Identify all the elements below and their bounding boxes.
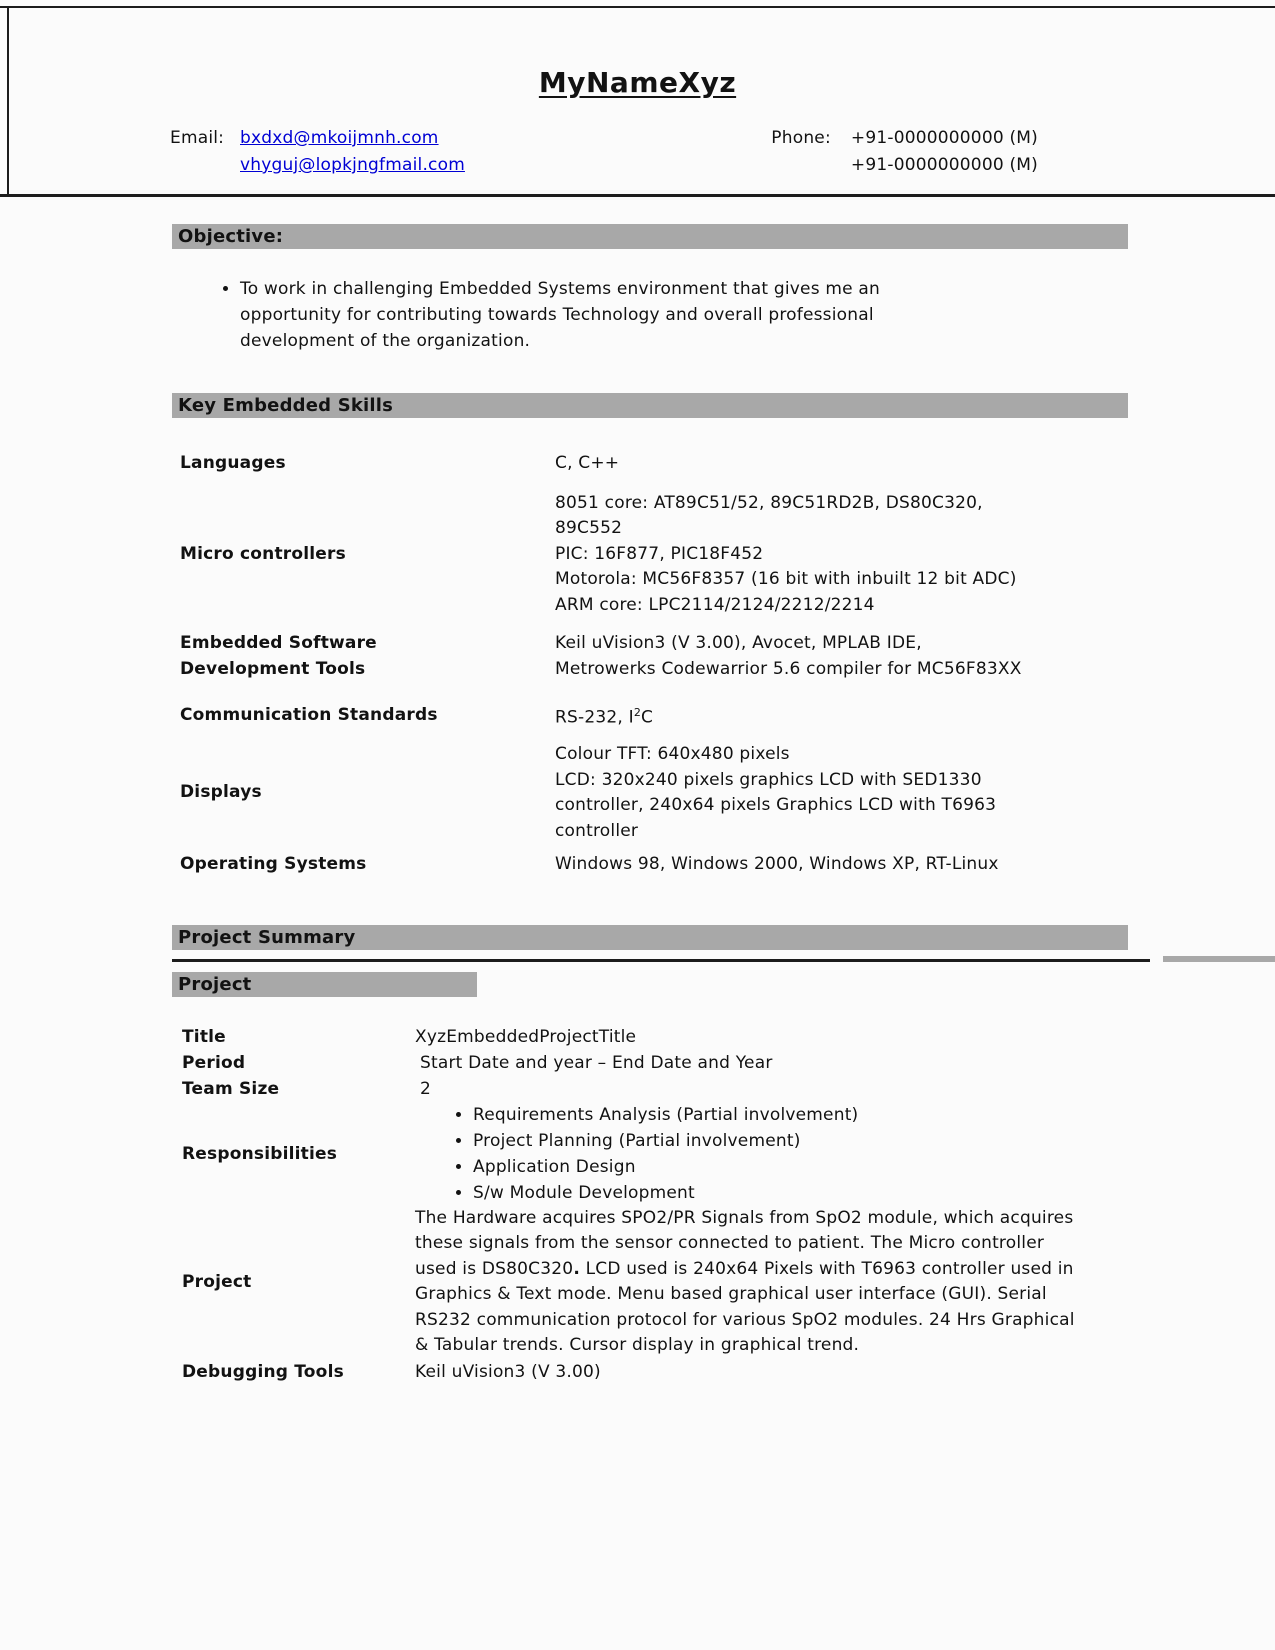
project-subheading: Project bbox=[172, 972, 477, 997]
responsibilities-list bbox=[415, 1102, 858, 1206]
phone-number-secondary: +91-0000000000 (M) bbox=[850, 155, 1038, 175]
project-row-team-size bbox=[182, 1076, 1275, 1102]
project-label-debugging-tools: Debugging Tools bbox=[182, 1361, 344, 1382]
page-title: MyNameXyz bbox=[538, 66, 737, 99]
skill-value-dev-tools bbox=[555, 631, 1022, 682]
skill-value-line: 8051 core: AT89C51/52, 89C51RD2B, DS80C320, bbox=[555, 492, 983, 513]
skill-row-microcontrollers bbox=[180, 491, 1275, 619]
skill-row-operating-systems bbox=[180, 852, 1275, 878]
skill-label-dev-tools bbox=[180, 631, 555, 682]
skill-value-languages: C, C++ bbox=[555, 453, 620, 473]
phone-label: Phone: bbox=[771, 128, 831, 148]
responsibility-item: • S/w Module Development bbox=[473, 1180, 858, 1206]
skill-value-line: controller bbox=[555, 820, 639, 841]
phone-block bbox=[771, 125, 1038, 179]
skill-value-comm-standards bbox=[555, 700, 653, 731]
comm-value-superscript: 2 bbox=[633, 706, 642, 719]
project-label-title: Title bbox=[182, 1026, 226, 1047]
project-row-debugging-tools bbox=[182, 1359, 1275, 1385]
skill-row-comm-standards bbox=[180, 700, 1275, 731]
project-value-team-size: 2 bbox=[420, 1078, 432, 1099]
skill-label-displays: Displays bbox=[180, 782, 262, 803]
project-row-responsibilities bbox=[182, 1102, 1275, 1206]
description-bold-dot: . bbox=[573, 1258, 580, 1279]
skill-label-line: Embedded Software bbox=[180, 633, 377, 653]
skill-value-line: Colour TFT: 640x480 pixels bbox=[555, 744, 790, 765]
phone-number-primary: +91-0000000000 (M) bbox=[850, 128, 1038, 148]
project-description bbox=[415, 1206, 1091, 1359]
skill-value-line: LCD: 320x240 pixels graphics LCD with SED1330 bbox=[555, 769, 982, 790]
project-label-team-size: Team Size bbox=[182, 1078, 280, 1099]
skill-value-line: controller, 240x64 pixels Graphics LCD with T6963 bbox=[555, 795, 997, 816]
skill-label-languages: Languages bbox=[180, 453, 286, 473]
email-link-secondary[interactable]: vhyguj@lopkjngfmail.com bbox=[240, 155, 465, 175]
responsibility-item: • Project Planning (Partial involvement) bbox=[473, 1128, 858, 1154]
skill-value-line: ARM core: LPC2114/2124/2212/2214 bbox=[555, 594, 875, 615]
description-segment: LCD used is 240x64 Pixels with T6963 controller used in Graphics & Text mode. Menu based graphical user interface (GUI). Serial RS232 communication protocol for various SpO2 modules. 24 Hrs Graphical & Tabular trends. Cursor display in graphical trend. bbox=[415, 1258, 1075, 1356]
skill-value-line: Motorola: MC56F8357 (16 bit with inbuilt 12 bit ADC) bbox=[555, 569, 1017, 589]
project-value-title: XyzEmbeddedProjectTitle bbox=[415, 1026, 637, 1047]
skill-value-microcontrollers bbox=[555, 491, 1017, 619]
comm-value-post: C bbox=[641, 707, 654, 728]
email-block bbox=[170, 125, 465, 179]
email-link-primary[interactable]: bxdxd@mkoijmnh.com bbox=[240, 128, 439, 148]
header-divider bbox=[0, 194, 1275, 197]
project-label-period: Period bbox=[182, 1052, 246, 1073]
project-row-description bbox=[182, 1206, 1275, 1359]
email-label: Email: bbox=[170, 128, 225, 148]
comm-value-pre: RS-232, I bbox=[555, 707, 634, 728]
project-label-description: Project bbox=[182, 1272, 252, 1293]
skill-label-comm-standards: Communication Standards bbox=[180, 704, 438, 725]
project-value-debugging-tools: Keil uVision3 (V 3.00) bbox=[415, 1361, 601, 1382]
skills-heading: Key Embedded Skills bbox=[172, 393, 1128, 418]
objective-bullet-item: • To work in challenging Embedded Systems environment that gives me an opportunity for contributing towards Technology and overall professional development of the organization. bbox=[240, 276, 980, 354]
skill-value-line: Metrowerks Codewarrior 5.6 compiler for MC56F83XX bbox=[555, 658, 1022, 679]
skill-value-line: Keil uVision3 (V 3.00), Avocet, MPLAB IDE, bbox=[555, 633, 922, 653]
project-summary-underline bbox=[172, 959, 1150, 962]
responsibility-item: • Application Design bbox=[473, 1154, 858, 1180]
skill-label-microcontrollers: Micro controllers bbox=[180, 543, 346, 564]
skill-label-line: Development Tools bbox=[180, 658, 366, 679]
skill-row-displays bbox=[180, 742, 1275, 844]
project-table bbox=[182, 1024, 1275, 1385]
skill-label-operating-systems: Operating Systems bbox=[180, 854, 367, 875]
project-summary-heading: Project Summary bbox=[172, 925, 1128, 950]
skill-value-line: PIC: 16F877, PIC18F452 bbox=[555, 543, 764, 564]
skill-value-displays bbox=[555, 742, 996, 844]
responsibility-item: • Requirements Analysis (Partial involvement) bbox=[473, 1102, 858, 1128]
contact-block bbox=[170, 125, 1038, 179]
project-label-responsibilities: Responsibilities bbox=[182, 1143, 338, 1164]
skill-value-line: 89C552 bbox=[555, 518, 623, 538]
objective-list bbox=[207, 276, 980, 354]
objective-heading: Objective: bbox=[172, 224, 1128, 249]
skill-value-operating-systems: Windows 98, Windows 2000, Windows XP, RT-Linux bbox=[555, 854, 999, 875]
header-frame-left-border bbox=[7, 6, 9, 195]
skill-row-languages bbox=[180, 451, 1275, 477]
project-row-title bbox=[182, 1024, 1275, 1050]
skill-row-dev-tools bbox=[180, 631, 1275, 682]
header-frame-top-border bbox=[0, 6, 1275, 8]
description-segment: The Hardware acquires SPO2/PR Signals from SpO2 module, which acquires these signals from the sensor connected to patient. The Micro controller used is DS80C320 bbox=[415, 1207, 1074, 1279]
project-value-period: Start Date and year – End Date and Year bbox=[420, 1052, 773, 1073]
project-row-period bbox=[182, 1050, 1275, 1076]
